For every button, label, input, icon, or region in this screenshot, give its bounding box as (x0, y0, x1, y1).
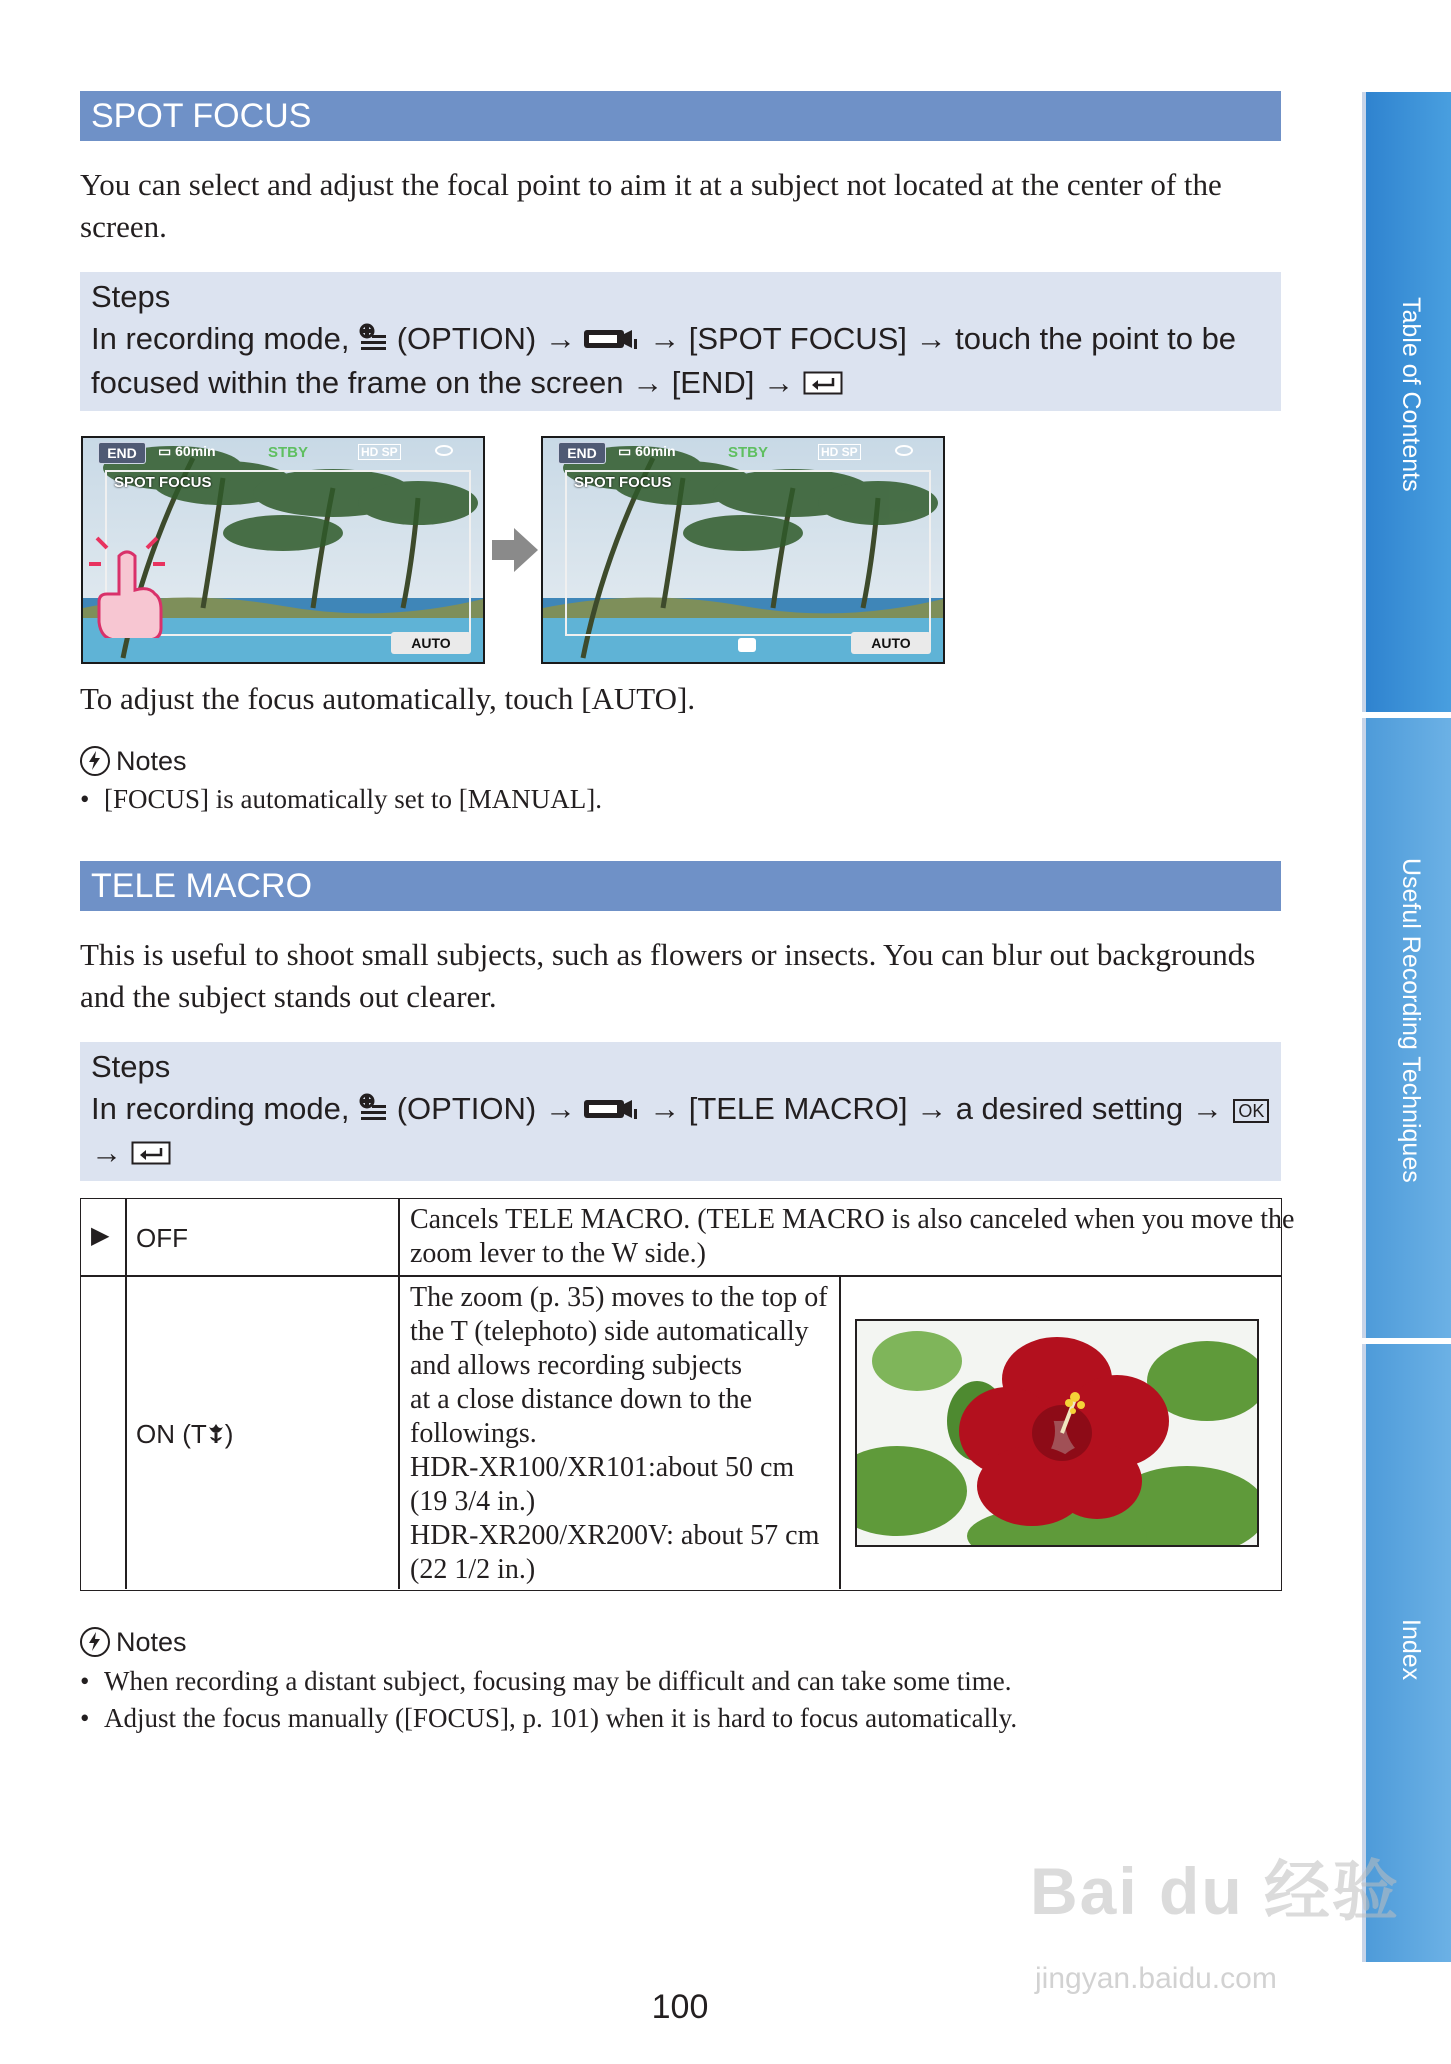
media-icon (895, 445, 913, 456)
touch-finger-icon (89, 528, 179, 643)
setting-off-description: Cancels TELE MACRO. (TELE MACRO is also canceled when you move the zoom lever to the W side.) (410, 1204, 1295, 1269)
section-title-tele-macro: TELE MACRO (80, 861, 1281, 911)
end-button[interactable]: END (558, 442, 606, 464)
baidu-watermark-url: jingyan.baidu.com (1035, 1962, 1277, 1995)
note-item: • [FOCUS] is automatically set to [MANUAL]. (80, 784, 602, 814)
section-title-spot-focus: SPOT FOCUS (80, 91, 1281, 141)
right-arrow-icon (492, 528, 538, 577)
camera-tab-icon (584, 1090, 640, 1132)
battery-indicator: ▭ 60min (158, 443, 216, 459)
tab-table-of-contents[interactable]: Table of Contents (1362, 92, 1451, 712)
notes-icon (80, 746, 110, 776)
spot-focus-intro: You can select and adjust the focal point to aim it at a subject not located at the center of the screen. (80, 167, 1222, 244)
media-icon (435, 445, 453, 456)
note-item: • Adjust the focus manually ([FOCUS], p. 101) when it is hard to focus automatically. (80, 1703, 1018, 1733)
battery-indicator: ▭ 60min (618, 443, 676, 459)
ok-button-icon: OK (1233, 1099, 1269, 1123)
tele-macro-flower-icon (207, 1419, 225, 1453)
lcd-screen-after (541, 436, 945, 664)
auto-focus-hint: To adjust the focus automatically, touch [AUTO]. (80, 681, 696, 716)
spot-focus-screen-label: SPOT FOCUS (114, 474, 212, 491)
tele-macro-intro: This is useful to shoot small subjects, such as flowers or insects. You can blur out backgrounds and the subject stands out clearer. (80, 937, 1256, 1014)
note-item: • When recording a distant subject, focusing may be difficult and can take some time. (80, 1666, 1012, 1696)
lcd-screen-before (81, 436, 485, 664)
notes-heading-2: Notes (80, 1625, 187, 1659)
page-number: 100 (651, 1988, 709, 2026)
auto-focus-button[interactable]: AUTO (391, 632, 471, 654)
tab-index[interactable]: Index (1362, 1344, 1451, 1962)
spot-focus-frame[interactable] (565, 470, 931, 636)
hibiscus-photo (855, 1319, 1259, 1547)
spot-focus-steps: Steps In recording mode, (OPTION) → → [SPOT FOCUS] → touch the point to be focused within the frame on the screen → [END] → (80, 272, 1281, 411)
default-setting-marker: ▶ (91, 1222, 110, 1249)
tab-useful-recording-techniques[interactable]: Useful Recording Techniques (1362, 718, 1451, 1338)
setting-on-description: The zoom (p. 35) moves to the top of the T (telephoto) side automatically and allows recording subjects at a close distance down to the followings. HDR-XR100/XR101:about 50 cm (19 3/4 in.) HDR-XR200/XR200V: about 57 cm (22 1/2 in.) (410, 1282, 828, 1585)
steps-heading: Steps (91, 279, 171, 314)
spot-focus-screen-label: SPOT FOCUS (574, 474, 672, 491)
baidu-watermark: Bai du 经验 (1030, 1854, 1401, 1928)
tele-macro-table (80, 1198, 1295, 1591)
tele-macro-steps: Steps In recording mode, (OPTION) → → [TELE MACRO] → a desired setting → OK → (80, 1042, 1281, 1181)
manual-focus-icon (738, 638, 756, 652)
auto-focus-button[interactable]: AUTO (851, 632, 931, 654)
option-icon (358, 1090, 388, 1132)
option-icon (358, 320, 388, 362)
return-icon (131, 1134, 171, 1176)
notes-icon (80, 1627, 110, 1657)
camera-tab-icon (584, 320, 640, 362)
return-icon (803, 364, 843, 406)
hd-quality-indicator: HD SP (818, 444, 861, 460)
steps-heading: Steps (91, 1049, 171, 1084)
setting-on[interactable]: ON (T ) (136, 1417, 233, 1453)
end-button[interactable]: END (98, 442, 146, 464)
standby-indicator: STBY (728, 444, 769, 461)
setting-off[interactable]: OFF (136, 1223, 188, 1253)
hd-quality-indicator: HD SP (358, 444, 401, 460)
notes-heading-1: Notes (80, 744, 187, 778)
standby-indicator: STBY (268, 444, 309, 461)
